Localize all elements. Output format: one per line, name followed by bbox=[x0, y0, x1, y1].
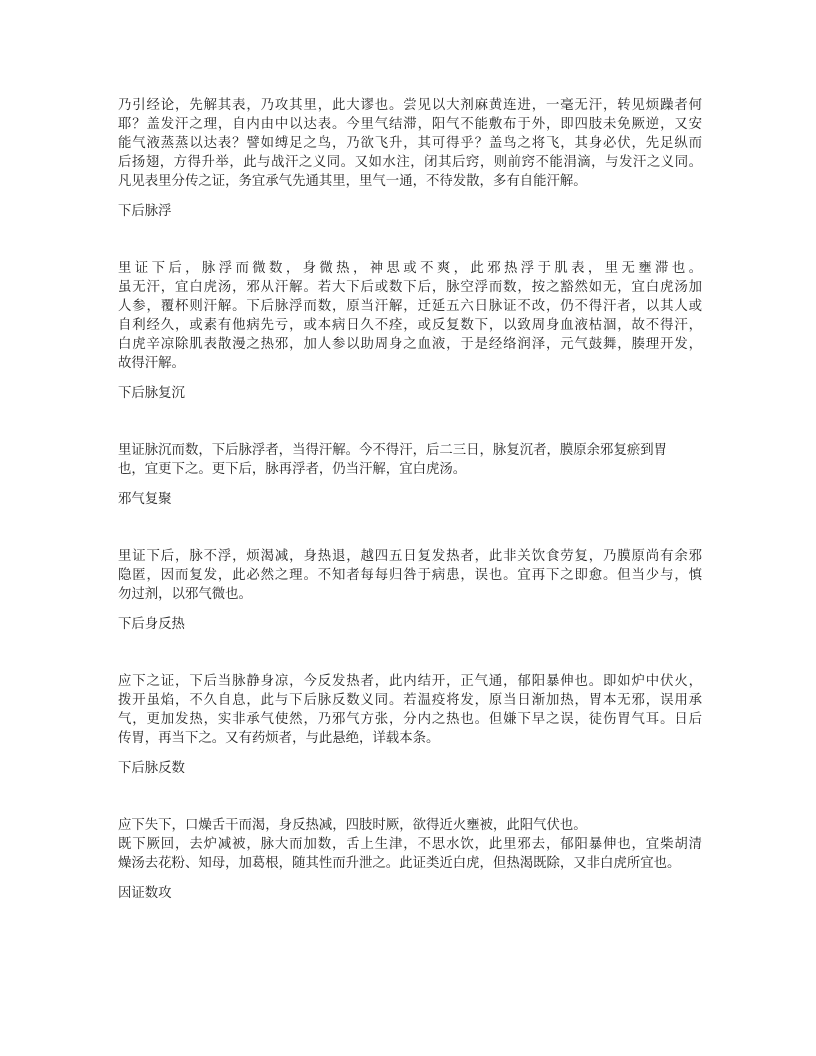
text-line: 应下失下，口燥舌干而渴，身反热减，四肢时厥，欲得近火壅被，此阳气伏也。 bbox=[118, 818, 587, 833]
text-line: 能气液蒸蒸以达表？譬如缚足之鸟，乃欲飞升，其可得乎？盖鸟之将飞，其身必伏，先足纵而 bbox=[118, 136, 702, 151]
text-line: 耶？盖发汗之理，自内由中以达表。今里气结滞，阳气不能敷布于外，即四肢未免厥逆，又安 bbox=[118, 117, 702, 132]
text-line: 里证脉沉而数，下后脉浮者，当得汗解。今不得汗，后二三日，脉复沉者，膜原余邪复瘀到胃 bbox=[118, 443, 668, 458]
paragraph bbox=[118, 96, 702, 191]
section-heading: 因证数攻 bbox=[118, 886, 172, 901]
text-line: 凡见表里分传之证，务宜承气先通其里，里气一通，不待发散，多有自能汗解。 bbox=[118, 174, 587, 189]
text-line: 既下厥回，去炉减被，脉大而加数，舌上生津，不思水饮，此里邪去，郁阳暴伸也，宜柴胡清 bbox=[118, 837, 702, 852]
section-heading: 邪气复聚 bbox=[118, 492, 172, 507]
paragraph bbox=[118, 441, 702, 479]
section-heading: 下后脉反数 bbox=[118, 761, 185, 776]
text-line: 人参，覆杯则汗解。下后脉浮而数，原当汗解，迁延五六日脉证不改，仍不得汗者，以其人或 bbox=[118, 299, 702, 314]
text-line: 自利经久，或素有他病先亏，或本病日久不痊，或反复数下，以致周身血液枯涸，故不得汗， bbox=[118, 318, 702, 333]
paragraph bbox=[118, 547, 702, 604]
text-line: 乃引经论，先解其表，乃攻其里，此大谬也。尝见以大剂麻黄连进，一毫无汗，转见烦躁者何 bbox=[118, 98, 702, 113]
section-heading: 下后脉复沉 bbox=[118, 386, 185, 401]
text-line: 传胃，再当下之。又有药烦者，与此悬绝，详载本条。 bbox=[118, 731, 440, 746]
text-line: 里证下后，脉不浮，烦渴减，身热退，越四五日复发热者，此非关饮食劳复，乃膜原尚有余邪 bbox=[118, 549, 702, 564]
text-line: 勿过剂，以邪气微也。 bbox=[118, 587, 252, 602]
text-line: 燥汤去花粉、知母，加葛根，随其性而升泄之。此证类近白虎，但热渴既除，又非白虎所宜也。 bbox=[118, 856, 681, 871]
text-line: 隐匿，因而复发，此必然之理。不知者每每归咎于病患，误也。宜再下之即愈。但当少与，慎 bbox=[118, 568, 702, 583]
text-line: 气，更加发热，实非承气使然，乃邪气方张，分内之热也。但嫌下早之误，徒伤胃气耳。日后 bbox=[118, 712, 702, 727]
paragraph bbox=[118, 259, 702, 373]
text-line: 应下之证，下后当脉静身凉，今反发热者，此内结开，正气通，郁阳暴伸也。即如炉中伏火， bbox=[118, 674, 702, 689]
paragraph bbox=[118, 816, 702, 873]
text-line: 也，宜更下之。更下后，脉再浮者，仍当汗解，宜白虎汤。 bbox=[118, 462, 467, 477]
text-line: 拨开虽焰，不久自息，此与下后脉反数义同。若温疫将发，原当日渐加热，胃本无邪，误用承 bbox=[118, 693, 702, 708]
document-body bbox=[118, 96, 702, 941]
text-line: 故得汗解。 bbox=[118, 356, 185, 371]
text-line: 后扬翅，方得升举，此与战汗之义同。又如水注，闭其后窍，则前窍不能涓滴，与发汗之义同。 bbox=[118, 155, 702, 170]
section-heading: 下后身反热 bbox=[118, 617, 185, 632]
section-heading: 下后脉浮 bbox=[118, 204, 172, 219]
paragraph bbox=[118, 672, 702, 748]
text-line: 白虎辛凉除肌表散漫之热邪，加人参以助周身之血液，于是经络润泽，元气鼓舞，腠理开发， bbox=[118, 337, 702, 352]
text-line: 里证下后，脉浮而微数，身微热，神思或不爽，此邪热浮于肌表，里无壅滞也。 bbox=[118, 261, 702, 276]
text-line: 虽无汗，宜白虎汤，邪从汗解。若大下后或数下后，脉空浮而数，按之豁然如无，宜白虎汤加 bbox=[118, 280, 702, 295]
